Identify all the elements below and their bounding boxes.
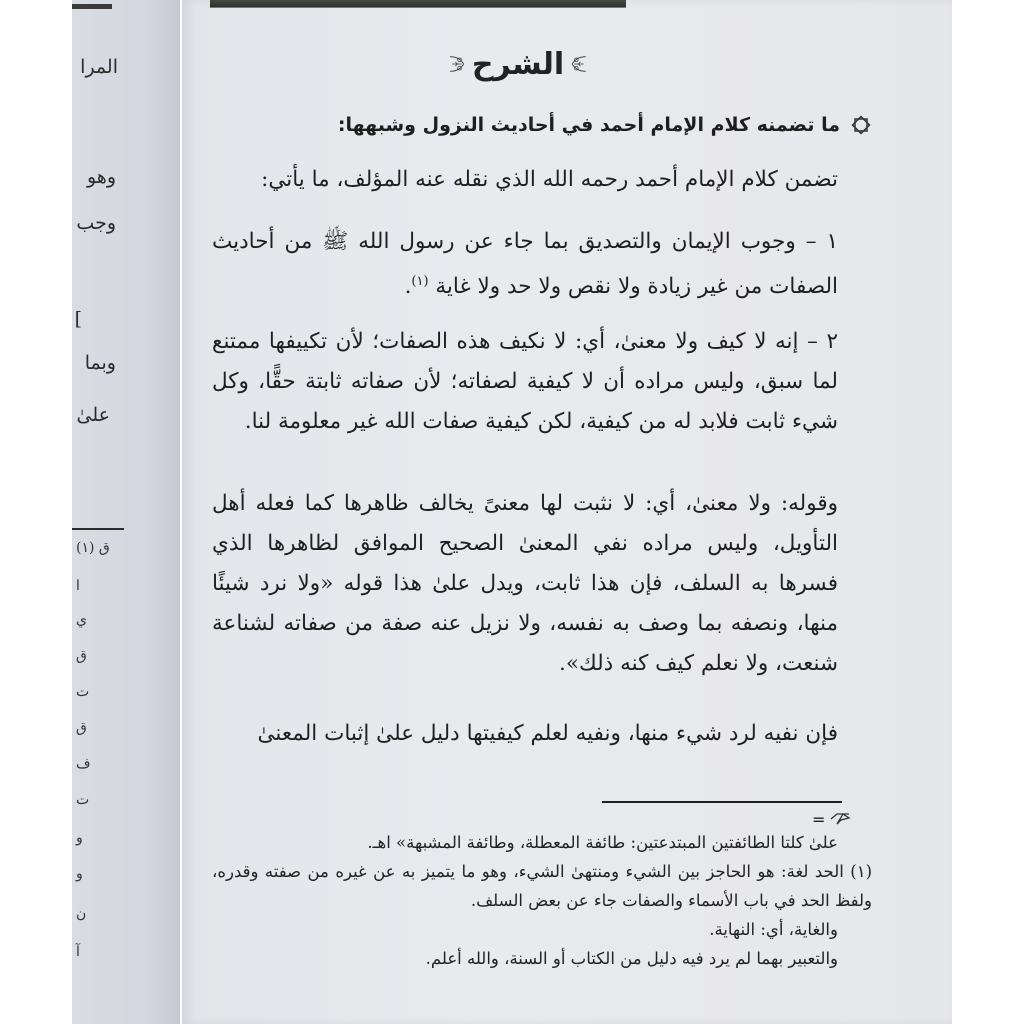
- point-text: وجوب الإيمان والتصديق بما جاء عن رسول الله ﷺ من أحاديث الصفات من غير زيادة ولا نقص ولا حد ولا غاية: [212, 229, 838, 300]
- body-text: [212, 160, 872, 200]
- left-page-word: وهو: [86, 166, 116, 188]
- left-page-fragment: ق: [76, 648, 87, 664]
- footnote-1-line-3: والتعبير بهما لم يرد فيه دليل من الكتاب أو السنة، والله أعلم.: [425, 949, 838, 968]
- point-1-paragraph: [212, 222, 872, 307]
- left-page-footnote-marker: (١) ق: [76, 540, 110, 556]
- left-page-word: المرا: [80, 56, 118, 78]
- left-page-fragment: و: [76, 830, 83, 846]
- subheading: [338, 114, 872, 136]
- left-page-word: ]: [74, 308, 82, 330]
- left-page-fragment: ي: [76, 612, 87, 628]
- section-title-text: الشرح: [471, 46, 565, 82]
- point-2-paragraph: [212, 322, 872, 442]
- left-page-fragment: ا: [76, 578, 80, 594]
- subheading-text: ما تضمنه كلام الإمام أحمد في أحاديث النزول وشبهها:: [337, 114, 840, 136]
- point-1: [212, 222, 872, 307]
- point-number: ١ –: [805, 229, 838, 254]
- left-page-word: علىٰ: [76, 404, 110, 426]
- left-adjacent-page: [72, 0, 180, 1024]
- pointing-hand-icon: [829, 812, 851, 826]
- footnote-1-line-2: والغاية، أي: النهاية.: [709, 920, 838, 939]
- left-page-fragment: ف: [76, 756, 91, 772]
- page-header-rule: [210, 0, 626, 8]
- left-page-word: وبما: [84, 352, 116, 374]
- point-2: [212, 322, 872, 442]
- footnote-separator: [602, 801, 842, 803]
- left-page-fragment: ق: [76, 720, 87, 736]
- left-page-fragment: آ: [76, 944, 80, 960]
- floral-ornament-icon: [448, 44, 466, 84]
- footnote-continuation: علىٰ كلتا الطائفتين المبتدعتين: طائفة المعطلة، وطائفة المشبهة» اهـ.: [367, 833, 838, 852]
- meaning-paragraph-text: وقوله: ولا معنىٰ، أي: لا نثبت لها معنىً يخالف ظاهرها كما فعله أهل التأويل، وليس مراده نفي المعنىٰ الصحيح الموافق لظاهرها الذي فسرها به السلف، فإن هذا ثابت، ويدل علىٰ هذا قوله «ولا نرد شيئًا منها، ونصفه بما وصف به نفسه، ولا نزيل عنه صفة من صفاته لشناعة شنعت، ولا نعلم كيف كنه ذلك».: [212, 491, 838, 676]
- left-page-word: وجب: [76, 212, 116, 234]
- footnote-reference[interactable]: (١): [411, 274, 429, 289]
- left-page-fragment: ت: [76, 684, 90, 700]
- last-paragraph: [212, 714, 872, 754]
- section-title: [448, 38, 588, 90]
- book-page: [182, 0, 952, 1024]
- footnote-continuation-marker: [812, 808, 852, 830]
- left-page-fragment: و: [76, 866, 83, 882]
- background-right: [952, 0, 1024, 1024]
- point-text: إنه لا كيف ولا معنىٰ، أي: لا نكيف هذه الصفات؛ لأن تكييفها ممتنع لما سبق، وليس مراده أن لا كيفية لصفاته؛ لأن صفاته ثابتة حقًّا، وكل شيء ثابت فلابد له من كيفية، لكن كيفية صفات الله غير معلومة لنا.: [212, 329, 838, 434]
- left-page-footnote-rule: [72, 528, 124, 530]
- period: .: [404, 274, 412, 300]
- eight-point-star-icon: [850, 114, 872, 136]
- intro-paragraph: تضمن كلام الإمام أحمد رحمه الله الذي نقله عنه المؤلف، ما يأتي:: [261, 167, 838, 192]
- floral-ornament-icon: [570, 44, 588, 84]
- meaning-paragraph: [212, 484, 872, 684]
- continuation-equals: =: [812, 809, 826, 829]
- left-page-fragment: ن: [76, 906, 87, 922]
- left-page-fragment: ت: [76, 792, 90, 808]
- point-number: ٢ –: [807, 329, 838, 354]
- footnotes: [212, 828, 872, 973]
- last-paragraph-text: فإن نفيه لرد شيء منها، ونفيه لعلم كيفيتها دليل علىٰ إثبات المعنىٰ: [257, 721, 838, 746]
- footnote-1: (١) الحد لغة: هو الحاجز بين الشيء ومنتهىٰ الشيء، وهو ما يتميز به عن غيره من صفته وقدره، ولفظ الحد في باب الأسماء والصفات جاء عن بعض السلف.: [212, 862, 872, 910]
- left-page-header-rule: [72, 4, 112, 9]
